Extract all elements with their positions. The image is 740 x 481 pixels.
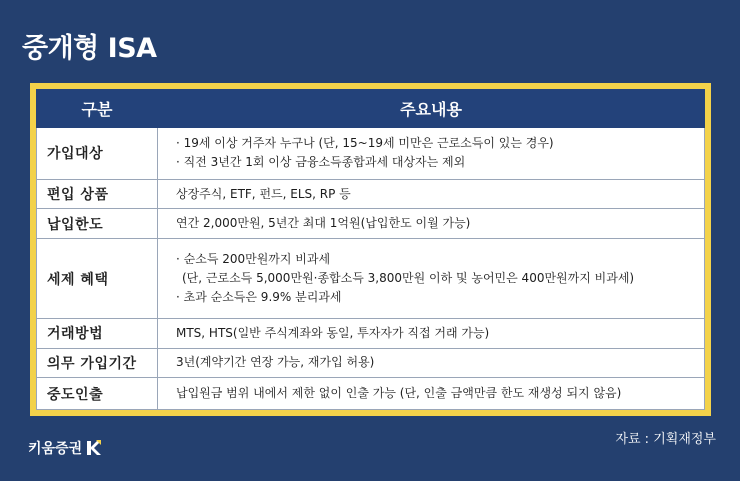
source-note: 자료 : 기획재정부 xyxy=(615,432,716,447)
table-row xyxy=(37,319,705,349)
content-line: 3년(계약기간 연장 가능, 재가입 허용) xyxy=(176,355,375,370)
row-category-withdrawal: 중도인출 xyxy=(37,378,158,410)
content-line: 상장주식, ETF, 펀드, ELS, RP 등 xyxy=(176,186,351,201)
content-line: 연간 2,000만원, 5년간 최대 1억원(납입한도 이월 가능) xyxy=(176,216,471,231)
table-row xyxy=(37,128,705,180)
header-content: 주요내용 xyxy=(158,90,705,128)
row-content-tax-benefit xyxy=(158,238,705,318)
row-category-trading: 거래방법 xyxy=(37,319,158,349)
row-content-eligibility xyxy=(158,128,705,180)
content-line: 납입원금 범위 내에서 제한 없이 인출 가능 (단, 인출 금액만큼 한도 재생성 되지 않음) xyxy=(176,386,622,401)
row-content-trading xyxy=(158,319,705,349)
table-row xyxy=(37,209,705,239)
page-title: 중개형 ISA xyxy=(22,33,157,64)
row-content-limit xyxy=(158,209,705,239)
table-row xyxy=(37,348,705,378)
table-header-row xyxy=(37,90,705,128)
content-line: · 순소득 200만원까지 비과세 xyxy=(176,252,331,266)
content-line: · 초과 순소득은 9.9% 분리과세 xyxy=(176,290,342,304)
brand-logo xyxy=(28,438,102,458)
row-content-mandatory-period xyxy=(158,348,705,378)
header-category: 구분 xyxy=(37,90,158,128)
table-row xyxy=(37,238,705,318)
row-category-eligibility: 가입대상 xyxy=(37,128,158,180)
table-frame xyxy=(30,83,711,416)
content-line: (단, 근로소득 5,000만원·종합소득 3,800만원 이하 및 농어민은 400만원까지 비과세) xyxy=(182,271,635,285)
isa-info-table xyxy=(36,89,705,410)
row-content-withdrawal xyxy=(158,378,705,410)
row-category-products: 편입 상품 xyxy=(37,179,158,209)
row-category-tax-benefit: 세제 혜택 xyxy=(37,238,158,318)
logo-text: 키움증권 xyxy=(28,441,83,457)
row-category-mandatory-period: 의무 가입기간 xyxy=(37,348,158,378)
row-category-limit: 납입한도 xyxy=(37,209,158,239)
content-line: · 직전 3년간 1회 이상 금융소득종합과세 대상자는 제외 xyxy=(176,155,466,170)
row-content-products xyxy=(158,179,705,209)
content-line: · 19세 이상 거주자 누구나 (단, 15~19세 미만은 근로소득이 있는 경우) xyxy=(176,136,554,151)
content-line: MTS, HTS(일반 주식계좌와 동일, 투자자가 직접 거래 가능) xyxy=(176,325,490,340)
table-row xyxy=(37,378,705,410)
kiwoom-k-icon xyxy=(84,439,102,457)
table-row xyxy=(37,179,705,209)
